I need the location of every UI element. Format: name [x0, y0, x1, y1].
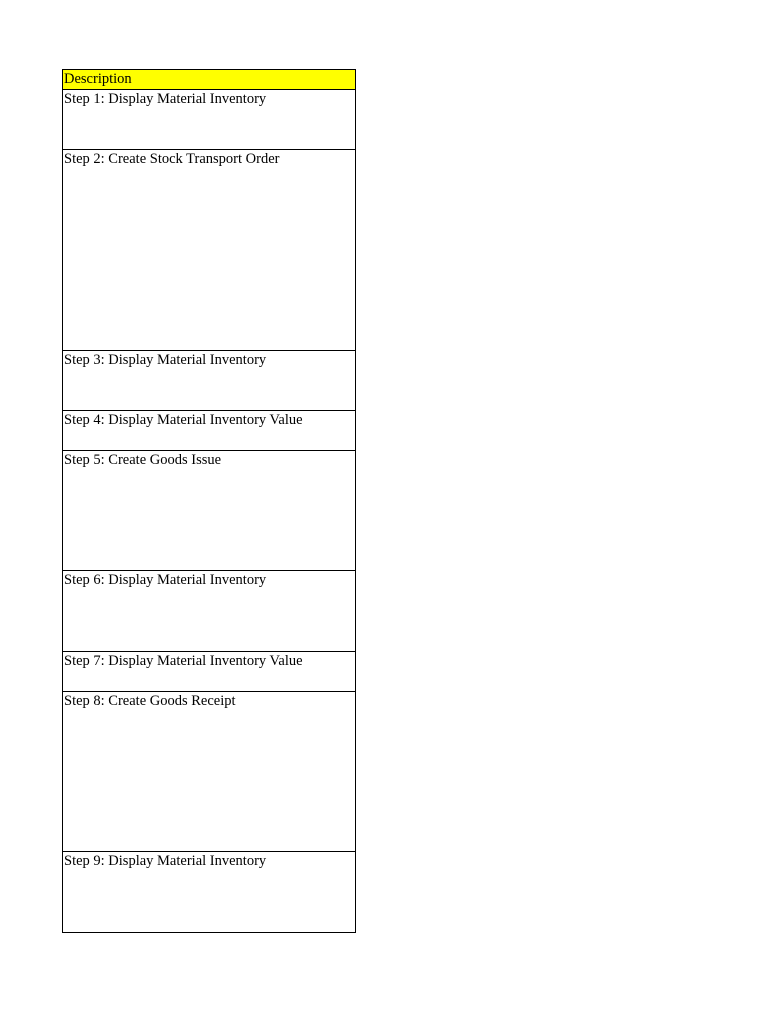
table-cell-step-3[interactable]: Step 3: Display Material Inventory: [63, 351, 356, 411]
table-cell-step-7[interactable]: Step 7: Display Material Inventory Value: [63, 652, 356, 692]
table-row: [63, 451, 356, 571]
table-row: [63, 692, 356, 852]
table-row: [63, 571, 356, 652]
table-cell-step-9[interactable]: Step 9: Display Material Inventory: [63, 852, 356, 933]
table-cell-step-4[interactable]: Step 4: Display Material Inventory Value: [63, 411, 356, 451]
table-cell-step-5[interactable]: Step 5: Create Goods Issue: [63, 451, 356, 571]
table-cell-step-1[interactable]: Step 1: Display Material Inventory: [63, 90, 356, 150]
column-header-description[interactable]: Description: [63, 70, 356, 90]
table-cell-step-2[interactable]: Step 2: Create Stock Transport Order: [63, 150, 356, 351]
table-row: [63, 852, 356, 933]
table-row: [63, 411, 356, 451]
table-cell-step-6[interactable]: Step 6: Display Material Inventory: [63, 571, 356, 652]
table-row: [63, 90, 356, 150]
table-row: [63, 351, 356, 411]
table-cell-step-8[interactable]: Step 8: Create Goods Receipt: [63, 692, 356, 852]
table-row: [63, 652, 356, 692]
description-table: [62, 69, 356, 933]
table-header-row: [63, 70, 356, 90]
table-row: [63, 150, 356, 351]
